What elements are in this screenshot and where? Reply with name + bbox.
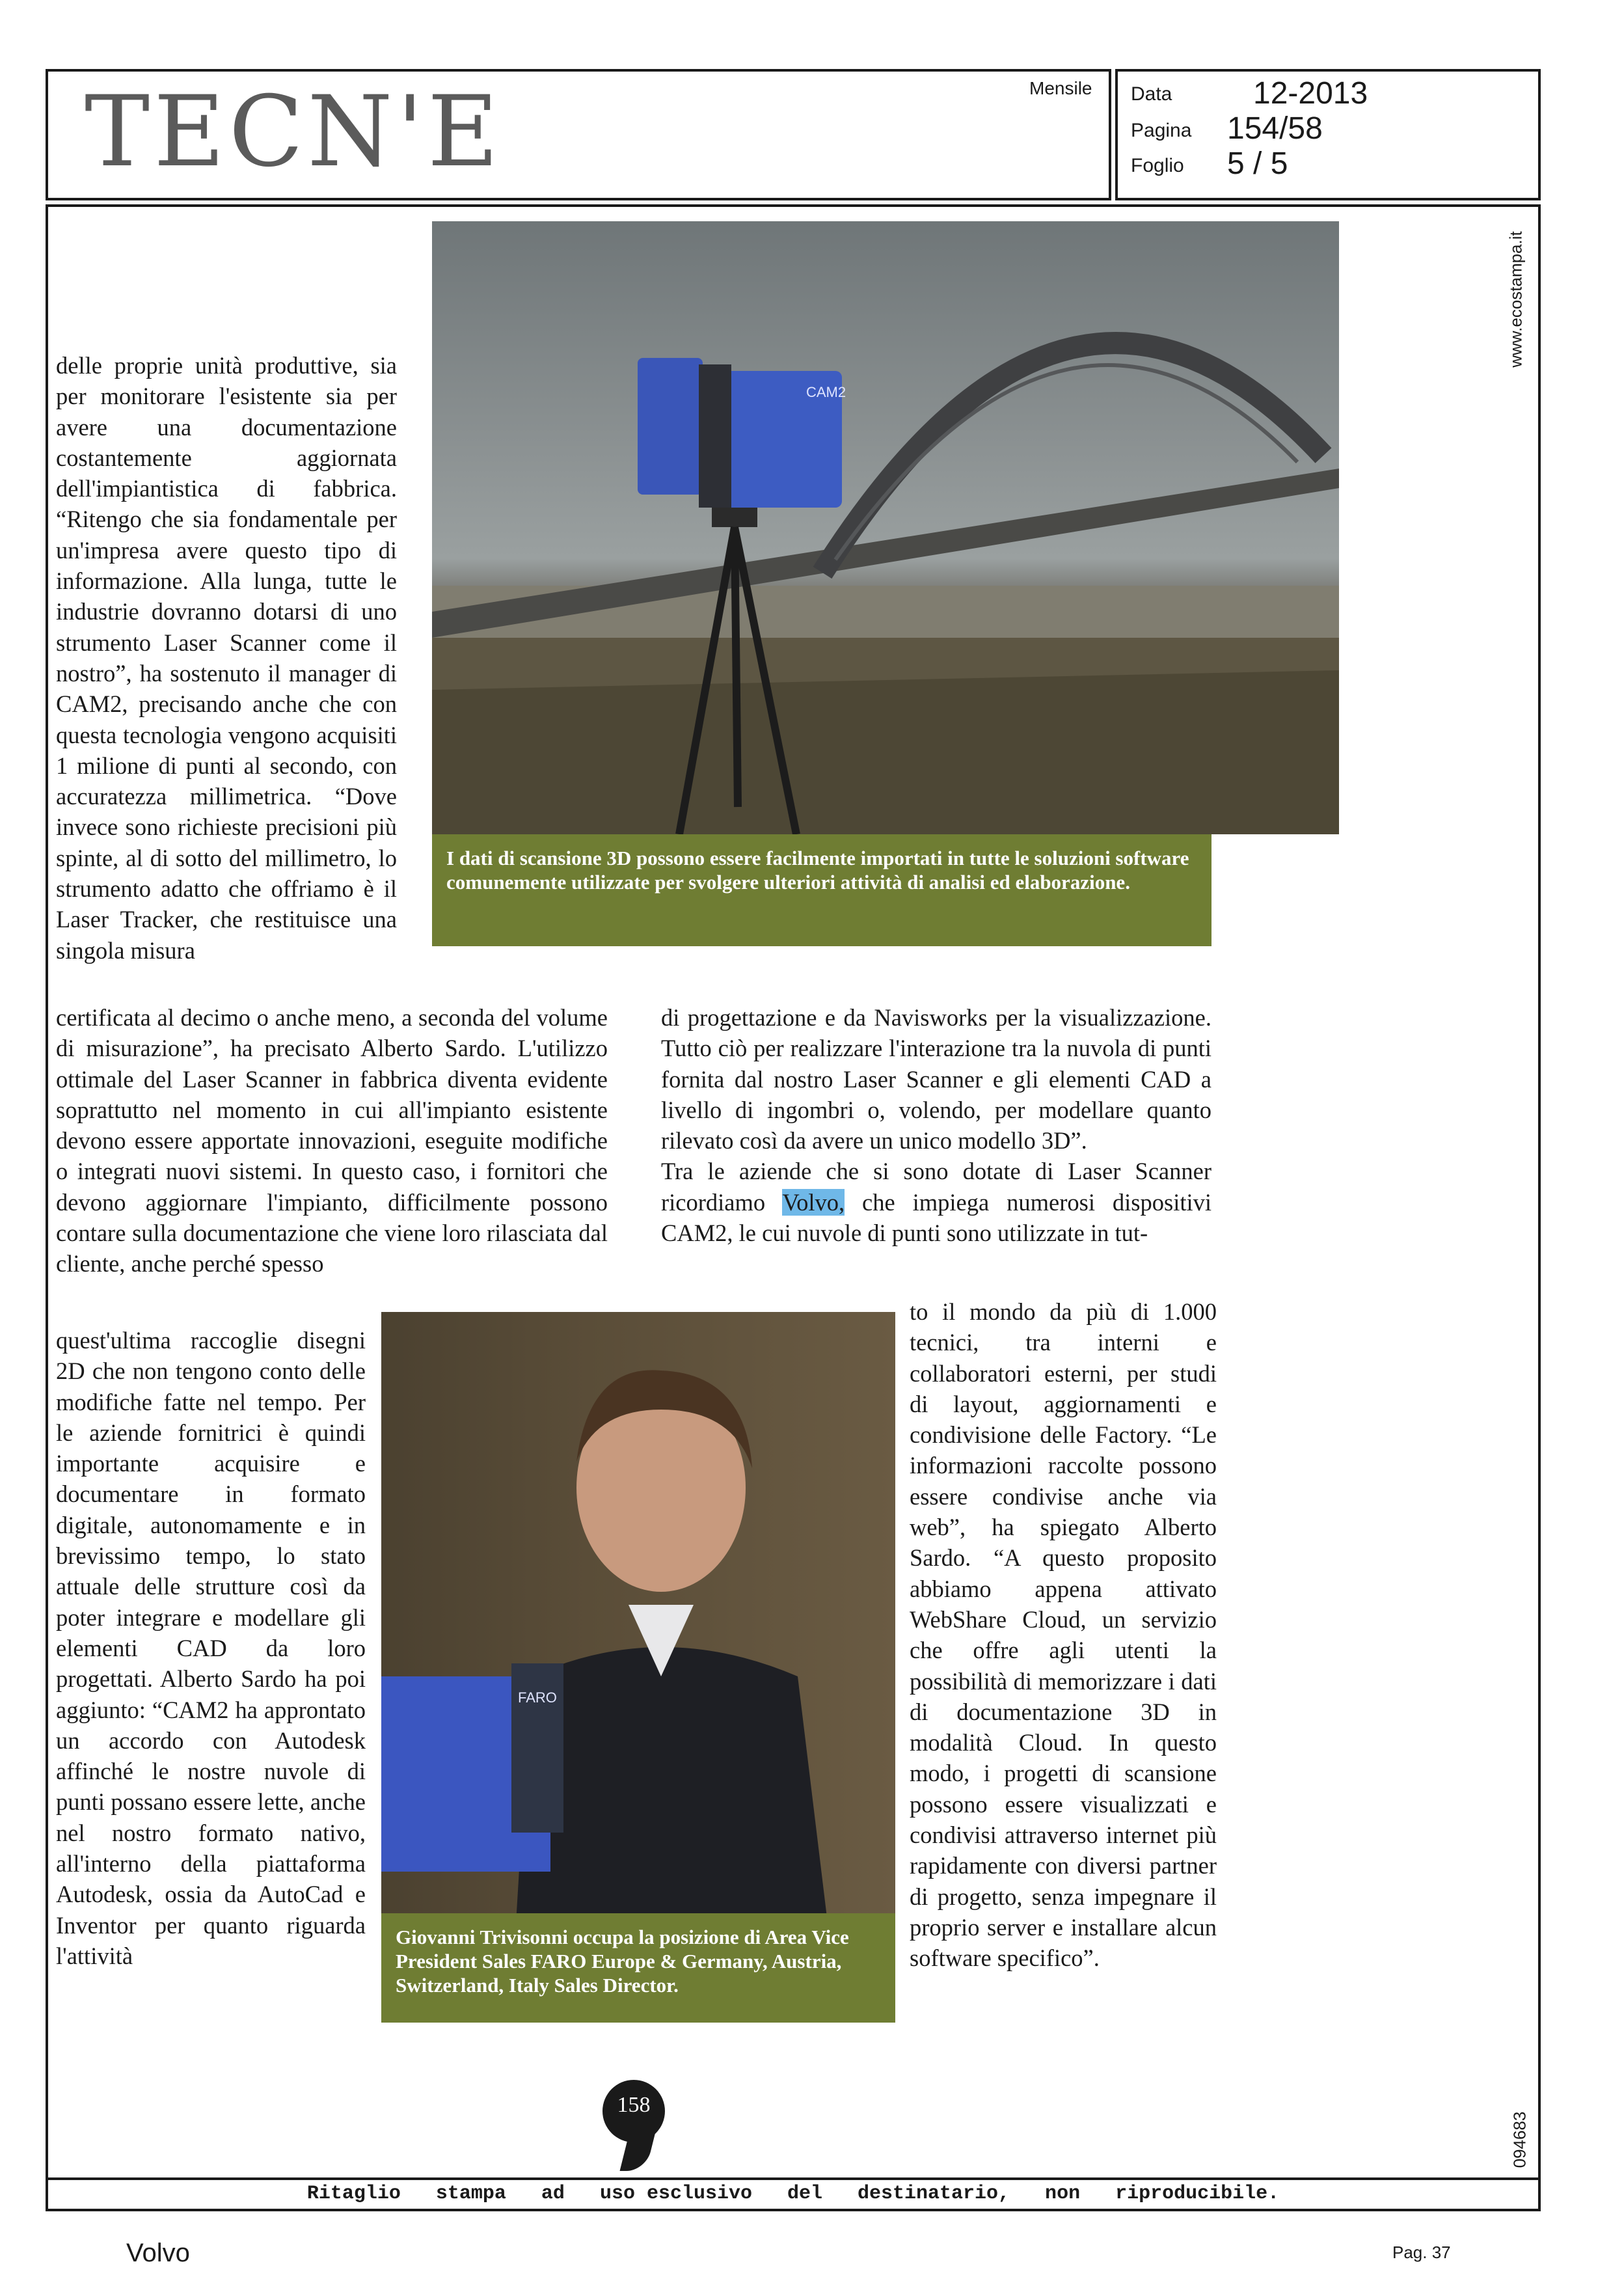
- archive-code: 094683: [1509, 2111, 1530, 2168]
- article-paragraph-volvo: [661, 1156, 1211, 1248]
- bridge-illustration: [432, 221, 1339, 834]
- portrait-photo-caption: Giovanni Trivisonni occupa la posizione di Area Vice President Sales FARO Europe & Germany, Austria, Switzerland, Italy Sales Director.: [381, 1913, 895, 2023]
- foglio-label: Foglio: [1131, 155, 1184, 176]
- column1-mid-text: [56, 1002, 608, 1279]
- footer-divider: [46, 2177, 1541, 2180]
- article-paragraph: to il mondo da più di 1.000 tecnici, tra interni e collaboratori esterni, per studi di layout, aggiornamenti e condivisione delle Factory. “Le informazioni raccolte possono essere condivise anche via web”, ha spiegato Alberto Sardo. “A questo proposito abbiamo appena attivato WebShare Cloud, un servizio che offre agli utenti la possibilità di memorizzare i dati di documentazione 3D in modalità Cloud. In questo modo, i progetti di scansione possono essere visualizzati e condivisi attraverso internet più rapidamente con diversi partner di progetto, senza impegnare il proprio server e installare alcun software specifico”.: [910, 1298, 1217, 1972]
- article-paragraph: di progettazione e da Navisworks per la visualizzazione. Tutto ciò per realizzare l'interazione tra la nuvola di punti fornita dal nostro Laser Scanner e gli elementi CAD a livello di ingombri o, volendo, per modellare quanto rilevato così da avere un unico modello 3D”.: [661, 1004, 1211, 1154]
- portrait-scanner-brand: FARO: [518, 1689, 557, 1706]
- publication-logo: [85, 75, 503, 189]
- foglio-value: 5 / 5: [1227, 146, 1288, 181]
- data-value: 12-2013: [1253, 76, 1368, 111]
- article-paragraph: delle proprie unità produttive, sia per monitorare l'esistente sia per avere una documentazione costantemente aggiornata dell'impiantistica di fabbrica. “Ritengo che sia fondamentale per un'impresa avere questo tipo di informazione. Alla lunga, tutte le industrie dovranno dotarsi di uno strumento Laser Scanner come il nostro”, ha sostenuto il manager di CAM2, precisando anche che con questa tecnologia vengono acquisiti 1 milione di punti al secondo, con accuratezza millimetrica. “Dove invece sono richieste precisioni più spinte, al di sotto del millimetro, lo strumento adatto che offriamo è il Laser Tracker, che restituisce una singola misura: [56, 352, 397, 964]
- column1-bottom-text: [56, 1325, 366, 1971]
- client-name: Volvo: [126, 2239, 190, 2267]
- page-indicator: Pag. 37: [1392, 2243, 1451, 2262]
- pagina-label: Pagina: [1131, 120, 1192, 141]
- portrait-photo: [381, 1312, 895, 1998]
- data-label: Data: [1131, 83, 1172, 105]
- page-number: 158: [617, 2093, 651, 2117]
- column1-top-text: [56, 350, 397, 966]
- article-paragraph: quest'ultima raccoglie disegni 2D che non tengono conto delle modifiche fatte nel tempo. Per le aziende fornitrici è quindi importante acquisire e documentare in formato digitale, autonomamente e in brevissimo tempo, lo stato attuale delle strutture così da poter integrare e modellare gli elementi CAD da loro progettati. Alberto Sardo ha poi aggiunto: “CAM2 ha approntato un accordo con Autodesk affinché le nostre nuvole di punti possano essere lette, anche nel nostro formato nativo, all'interno della piattaforma Autodesk, ossia da AutoCad e Inventor per quanto riguarda l'attività: [56, 1327, 366, 1969]
- website-label: www.ecostampa.it: [1506, 231, 1526, 368]
- article-paragraph: certificata al decimo o anche meno, a seconda del volume di misurazione”, ha precisato Alberto Sardo. L'utilizzo ottimale del Laser Scanner in fabbrica diventa evidente soprattutto nel momento in cui all'impianto esistente devono essere apportate innovazioni, eseguite modifiche o integrati nuovi sistemi. In questo caso, i fornitori che devono aggiornare l'impianto, difficilmente possono contare sulla documentazione che viene loro rilasciata dal cliente, anche perché spesso: [56, 1004, 608, 1277]
- column2-bottom-text: [910, 1296, 1217, 1974]
- logo-text: TECN'E: [85, 75, 503, 189]
- paragraph-text: che impiega numerosi dispositivi CAM2, le cui nuvole di punti sono utilizzate in tut-: [661, 1188, 1212, 1247]
- periodicity-label: Mensile: [1029, 78, 1092, 98]
- paragraph-text: Tra le aziende che si sono dotate di Laser Scanner ricordiamo: [661, 1158, 1211, 1216]
- pagina-value: 154/58: [1227, 111, 1323, 146]
- column2-text: [661, 1002, 1211, 1248]
- scanner-brand-label: CAM2: [806, 384, 846, 400]
- highlighted-volvo: Volvo,: [782, 1188, 845, 1216]
- bridge-photo-caption: I dati di scansione 3D possono essere facilmente importati in tutte le soluzioni software comunemente utilizzate per svolgere ulteriori attività di analisi ed elaborazione.: [432, 834, 1211, 946]
- portrait-illustration: [381, 1312, 895, 1998]
- disclaimer-text: Ritaglio stampa ad uso esclusivo del destinatario, non riproducibile.: [306, 2183, 1280, 2205]
- bridge-scanner-photo: [432, 221, 1339, 834]
